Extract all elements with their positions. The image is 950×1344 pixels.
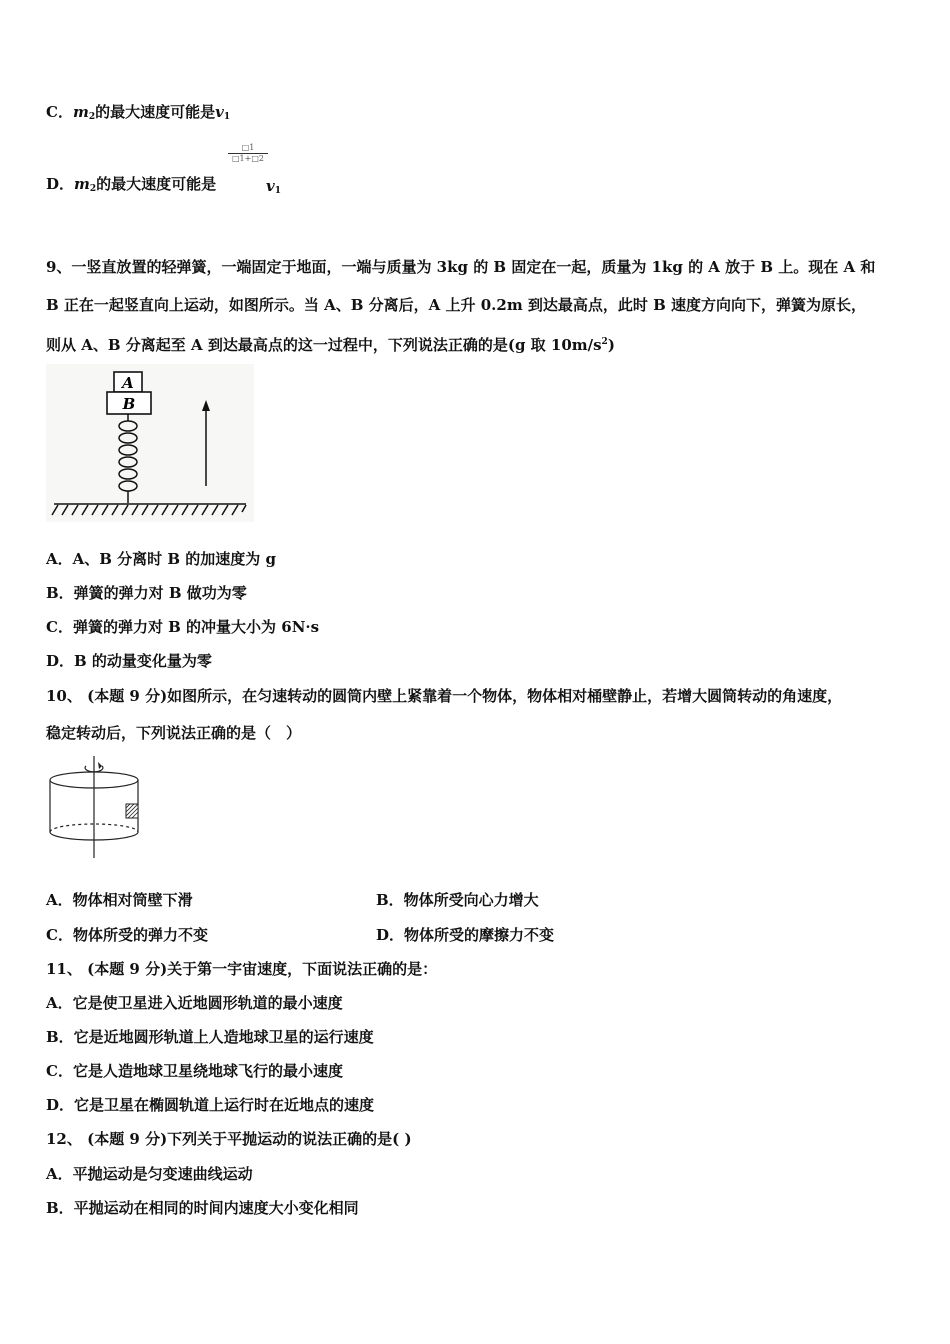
q8-fraction: [228, 143, 268, 163]
q9-stem-line3-close: ): [607, 336, 615, 354]
q11-option-a: A．它是使卫星进入近地圆形轨道的最小速度: [46, 994, 343, 1012]
q8-option-c-label: C．: [46, 103, 73, 121]
q10-option-d: D．物体所受的摩擦力不变: [376, 926, 555, 944]
q9-stem-line3-sup: 2: [601, 337, 608, 347]
q9-stem-line2: B 正在一起竖直向上运动，如图所示。当 A、B 分离后，A 上升 0.2m 到达最高点，此时 B 速度方向向下，弹簧为原长，: [46, 296, 867, 314]
q8-option-d-v-sub: 1: [274, 186, 281, 196]
q8-option-c: [46, 102, 230, 127]
q8-option-d-v: [266, 176, 281, 201]
q9-option-a: A．A、B 分离时 B 的加速度为 g: [46, 550, 277, 568]
q9-stem-line3-text: 则从 A、B 分离起至 A 到达最高点的这一过程中，下列说法正确的是(g 取 10m/s: [46, 336, 602, 354]
q8-option-c-vsub: 1: [223, 112, 231, 122]
q9-spring-figure: [46, 364, 254, 522]
q11-option-c: C．它是人造地球卫星绕地球飞行的最小速度: [46, 1062, 343, 1080]
q8-option-d-sub: 2: [89, 184, 97, 194]
q10-stem-line2: 稳定转动后，下列说法正确的是（ ）: [46, 724, 302, 742]
q9-stem-line1: 9、一竖直放置的轻弹簧，一端固定于地面，一端与质量为 3kg 的 B 固定在一起，质量为 1kg 的 A 放于 B 上。现在 A 和: [46, 258, 876, 276]
q8-fraction-numerator: □1: [228, 143, 268, 154]
q8-option-c-v: v: [215, 103, 224, 121]
q10-stem-line1: 10、 (本题 9 分)如图所示，在匀速转动的圆筒内壁上紧靠着一个物体，物体相对桶壁静止，若增大圆筒转动的角速度，: [46, 687, 843, 705]
q12-option-b: B．平抛运动在相同的时间内速度大小变化相同: [46, 1199, 359, 1217]
q9-option-c: C．弹簧的弹力对 B 的冲量大小为 6N·s: [46, 618, 320, 636]
q8-option-d-v-letter: v: [266, 177, 275, 195]
q8-fraction-denominator: □1+□2: [232, 154, 264, 163]
q8-option-d: [46, 174, 216, 199]
block-a-label: A: [122, 374, 134, 392]
q10-option-c: C．物体所受的弹力不变: [46, 926, 208, 944]
q8-option-c-sub: 2: [88, 112, 96, 122]
q10-option-a: A．物体相对筒壁下滑: [46, 891, 193, 909]
q9-stem-line3: [46, 332, 615, 355]
q10-option-b: B．物体所受向心力增大: [376, 891, 539, 909]
q10-cylinder-figure: [46, 756, 146, 860]
q8-option-c-text: 的最大速度可能是: [95, 103, 216, 121]
q8-option-d-text: 的最大速度可能是: [96, 175, 217, 193]
q12-option-a: A．平抛运动是匀变速曲线运动: [46, 1165, 253, 1183]
q8-option-d-label: D．: [46, 175, 75, 193]
q8-option-d-var: m: [74, 175, 90, 193]
q8-option-c-var: m: [72, 103, 89, 121]
q9-option-b: B．弹簧的弹力对 B 做功为零: [46, 584, 247, 602]
block-b-label: B: [122, 395, 136, 413]
q12-stem: 12、 (本题 9 分)下列关于平抛运动的说法正确的是( ): [46, 1130, 412, 1148]
q11-option-b: B．它是近地圆形轨道上人造地球卫星的运行速度: [46, 1028, 374, 1046]
q11-option-d: D．它是卫星在椭圆轨道上运行时在近地点的速度: [46, 1096, 375, 1114]
q11-stem: 11、 (本题 9 分)关于第一宇宙速度，下面说法正确的是：: [46, 960, 438, 978]
q9-option-d: D．B 的动量变化量为零: [46, 652, 212, 670]
